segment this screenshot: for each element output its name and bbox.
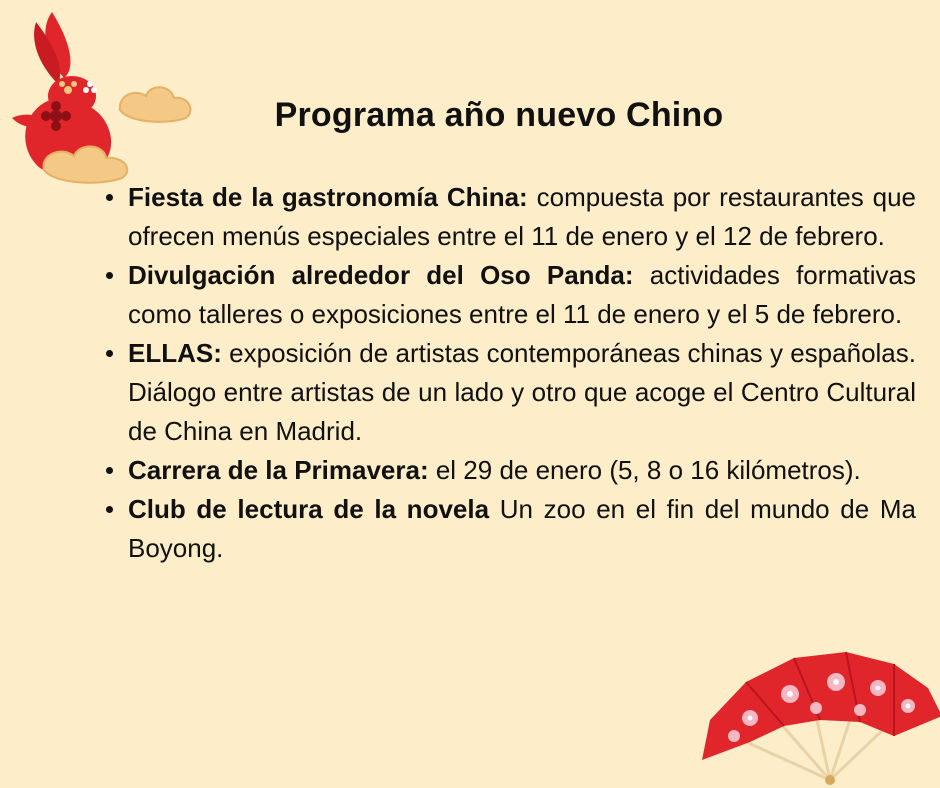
item-heading: Divulgación alrededor del Oso Panda: (128, 260, 634, 290)
page-title: Programa año nuevo Chino (274, 96, 724, 134)
item-heading: Carrera de la Primavera: (128, 455, 429, 485)
item-heading: Fiesta de la gastronomía China: (128, 182, 528, 212)
item-heading: Club de lectura de la novela (128, 494, 490, 524)
item-text: actividades formativas como talleres o exposiciones entre el 11 de enero y el 5 de febrero. (128, 260, 916, 329)
folding-fan-illustration (700, 640, 940, 788)
list-item (128, 256, 916, 334)
list-item (128, 490, 916, 568)
list-item (128, 334, 916, 451)
list-item (128, 451, 916, 490)
item-text: el 29 de enero (5, 8 o 16 kilómetros). (428, 455, 861, 485)
list-item (128, 178, 916, 256)
item-heading: ELLAS: (128, 338, 222, 368)
item-text: compuesta por restaurantes que ofrecen menús especiales entre el 11 de enero y el 12 de febrero. (128, 182, 916, 251)
item-text: exposición de artistas contemporáneas chinas y españolas. Diálogo entre artistas de un lado y otro que acoge el Centro Cultural de China en Madrid. (128, 338, 916, 446)
program-list (100, 178, 916, 568)
item-text: Un zoo en el fin del mundo de Ma Boyong. (128, 494, 916, 563)
